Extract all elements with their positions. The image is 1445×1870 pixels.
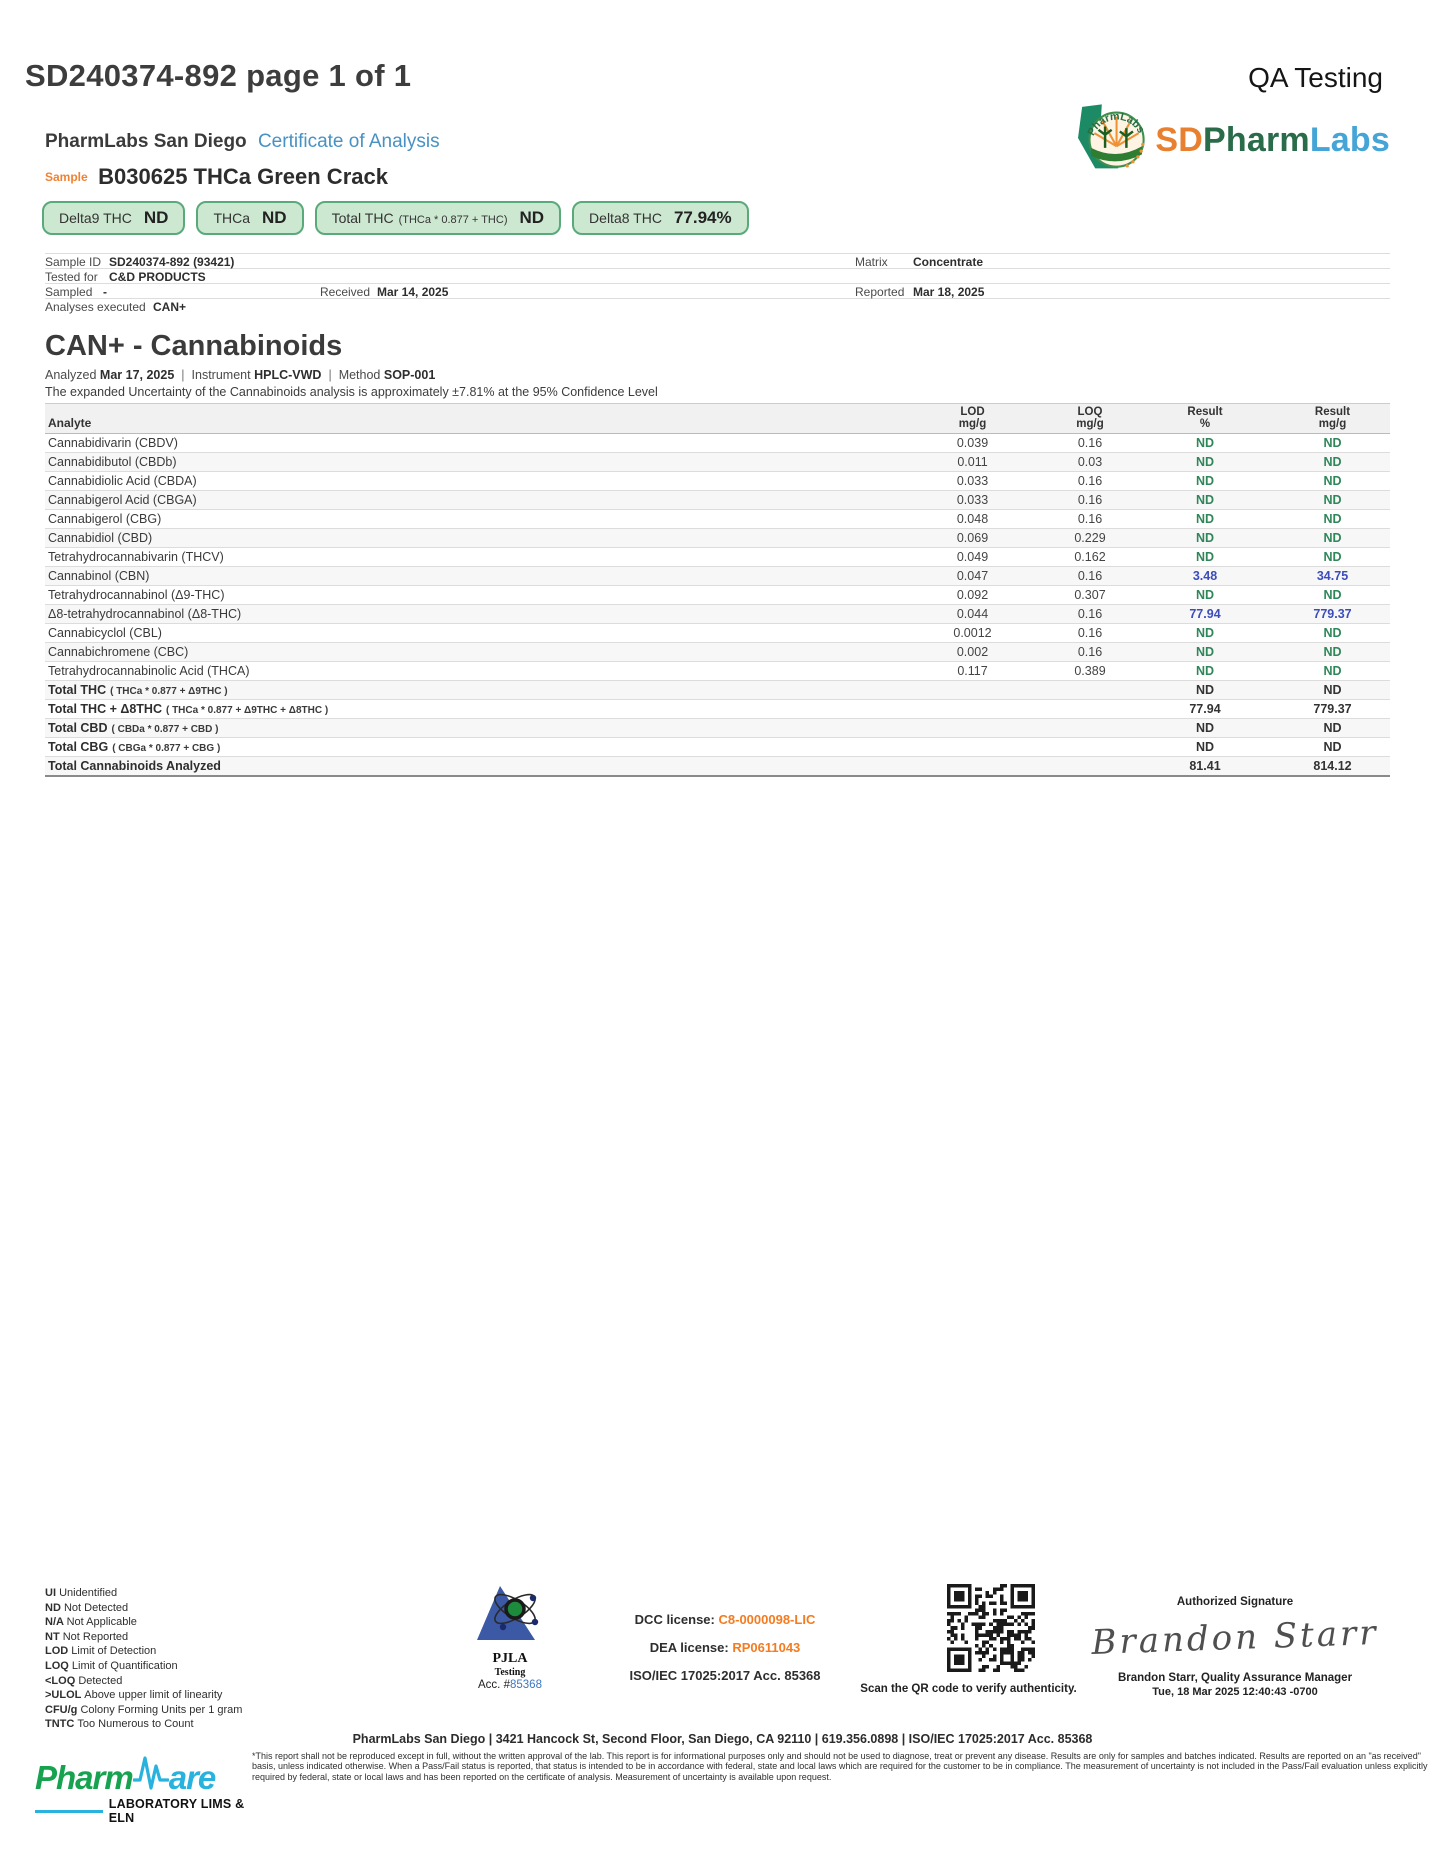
analyte-name: Tetrahydrocannabivarin (THCV) [45, 548, 900, 567]
total-name: Total CBD [48, 721, 108, 735]
lod-value: 0.092 [900, 586, 1045, 605]
result-pct: ND [1135, 738, 1275, 757]
legend-item [45, 1586, 242, 1601]
analyte-name: Cannabidiolic Acid (CBDA) [45, 472, 900, 491]
lab-name: PharmLabs San Diego [45, 131, 247, 152]
qr-verification [860, 1584, 1086, 1695]
authorized-signature-block [1085, 1596, 1385, 1698]
total-formula: ( CBGa * 0.877 + CBG ) [112, 743, 221, 754]
info-row-sample-id [45, 254, 1390, 269]
tested-for-value: C&D PRODUCTS [109, 270, 206, 284]
analyte-name: Cannabidibutol (CBDb) [45, 453, 900, 472]
lod-value [900, 681, 1045, 700]
legend-item [45, 1703, 242, 1718]
badge-value: ND [143, 208, 169, 227]
total-name: Total THC + Δ8THC [48, 702, 162, 716]
total-name-cell [45, 681, 900, 700]
analyses-value: CAN+ [153, 300, 187, 314]
legend-abbr: UI [45, 1587, 60, 1599]
table-row [45, 624, 1390, 643]
total-name: Total CBG [48, 740, 109, 754]
total-formula: ( CBDa * 0.877 + CBD ) [111, 724, 219, 735]
info-row-tested-for [45, 269, 1390, 284]
result-pct: ND [1135, 434, 1275, 453]
qr-code [947, 1584, 1035, 1672]
lod-value: 0.069 [900, 529, 1045, 548]
result-pct: ND [1135, 719, 1275, 738]
results-column-header [1045, 404, 1135, 434]
signature-handwriting: Brandon Starr [1090, 1613, 1380, 1663]
total-name-cell [45, 719, 900, 738]
results-column-header [1275, 404, 1390, 434]
total-row [45, 719, 1390, 738]
result-pct: ND [1135, 472, 1275, 491]
table-row [45, 586, 1390, 605]
badge-label: Total THC [331, 210, 394, 226]
qr-caption: Scan the QR code to verify authenticity. [860, 1683, 1077, 1695]
total-formula: ( THCa * 0.877 + Δ9THC + Δ8THC ) [165, 705, 329, 716]
result-pct: ND [1135, 624, 1275, 643]
result-pct: ND [1135, 586, 1275, 605]
sample-name: B030625 THCa Green Crack [98, 164, 388, 189]
analyte-name: Cannabicyclol (CBL) [45, 624, 900, 643]
page-title: SD240374-892 page 1 of 1 [25, 58, 412, 93]
total-name-cell [45, 738, 900, 757]
table-row [45, 491, 1390, 510]
loq-value [1045, 700, 1135, 719]
reported-label: Reported [855, 285, 905, 299]
analyte-name: Cannabidivarin (CBDV) [45, 434, 900, 453]
pharmware-subtitle: LABORATORY LIMS & ELN [108, 1797, 245, 1825]
legend-item [45, 1630, 242, 1645]
result-mgg: 779.37 [1275, 700, 1390, 719]
loq-value: 0.16 [1045, 605, 1135, 624]
loq-value: 0.16 [1045, 434, 1135, 453]
column-title: LOD [960, 406, 985, 418]
legend-item [45, 1717, 242, 1732]
lod-value [900, 757, 1045, 776]
table-header-row [45, 404, 1390, 434]
method-value: SOP-001 [383, 368, 436, 382]
legend-abbr: CFU/g [45, 1703, 81, 1716]
legend-desc: Limit of Detection [71, 1645, 157, 1658]
badge-label: Delta8 THC [589, 210, 662, 226]
analyte-name: Cannabigerol Acid (CBGA) [45, 491, 900, 510]
total-name-cell [45, 700, 900, 719]
lod-value: 0.044 [900, 605, 1045, 624]
california-palms-icon [1069, 98, 1151, 183]
sampled-label: Sampled [45, 285, 93, 299]
legend-abbr: TNTC [45, 1718, 78, 1731]
analyses-label: Analyses executed [45, 300, 146, 314]
cannabinoid-results-table [45, 403, 1390, 777]
badge-label: Delta9 THC [59, 210, 132, 226]
received-value: Mar 14, 2025 [377, 285, 449, 299]
lod-value: 0.0012 [900, 624, 1045, 643]
lod-value [900, 719, 1045, 738]
result-pct: 3.48 [1135, 567, 1275, 586]
loq-value: 0.16 [1045, 567, 1135, 586]
result-mgg: ND [1275, 681, 1390, 700]
sample-label: Sample [45, 170, 88, 184]
signer-name-title: Brandon Starr, Quality Assurance Manager [1117, 1672, 1353, 1684]
sampled-value: - [103, 285, 107, 299]
column-unit: mg/g [1318, 418, 1347, 430]
dea-license: DEA license: RP0611043 [649, 1640, 801, 1655]
legend-item [45, 1615, 242, 1630]
table-row [45, 529, 1390, 548]
analyte-name: Δ8-tetrahydrocannabinol (Δ8-THC) [45, 605, 900, 624]
result-mgg: ND [1275, 586, 1390, 605]
analyte-name: Tetrahydrocannabinolic Acid (THCA) [45, 662, 900, 681]
pjla-sub: Testing [494, 1667, 526, 1678]
legend-abbr: LOQ [45, 1659, 72, 1672]
badge-value: ND [519, 208, 545, 227]
legend-desc: Detected [78, 1674, 123, 1687]
table-row [45, 548, 1390, 567]
table-row [45, 510, 1390, 529]
legend-desc: Not Detected [63, 1601, 129, 1614]
analyte-name: Cannabichromene (CBC) [45, 643, 900, 662]
signature-timestamp: Tue, 18 Mar 2025 12:40:43 -0700 [1152, 1686, 1318, 1698]
sample-line [45, 164, 388, 190]
summary-badge [196, 201, 303, 235]
pulse-w-icon [133, 1752, 169, 1797]
table-row [45, 605, 1390, 624]
brand-wordmark: SDPharmLabs [1155, 121, 1390, 159]
matrix-label: Matrix [855, 255, 888, 269]
result-mgg: ND [1275, 491, 1390, 510]
table-row [45, 643, 1390, 662]
column-title: Result [1314, 406, 1351, 418]
uncertainty-note: The expanded Uncertainty of the Cannabinoids analysis is approximately ±7.81% at the 95% Confidence Level [45, 385, 658, 399]
reported-value: Mar 18, 2025 [913, 285, 985, 299]
summary-badges [42, 201, 749, 235]
analysis-meta-line: Analyzed Mar 17, 2025 | Instrument HPLC-VWD | Method SOP-001 [45, 368, 436, 382]
result-pct: ND [1135, 453, 1275, 472]
doc-type: Certificate of Analysis [257, 131, 440, 152]
table-row [45, 434, 1390, 453]
legend-desc: Limit of Quantification [71, 1659, 178, 1672]
tested-for-label: Tested for [45, 270, 98, 284]
loq-value: 0.16 [1045, 624, 1135, 643]
total-row [45, 757, 1390, 776]
loq-value [1045, 719, 1135, 738]
qa-testing-label: QA Testing [1248, 62, 1383, 93]
badge-formula: (THCa * 0.877 + THC) [398, 214, 508, 226]
legend-abbr: >ULOL [45, 1689, 85, 1702]
sdpharmlabs-logo [1069, 98, 1390, 183]
result-mgg: ND [1275, 510, 1390, 529]
result-mgg: ND [1275, 548, 1390, 567]
dcc-license: DCC license: C8-0000098-LIC [634, 1612, 816, 1627]
legend-item [45, 1674, 242, 1689]
result-pct: ND [1135, 548, 1275, 567]
analyte-name: Cannabigerol (CBG) [45, 510, 900, 529]
loq-value: 0.16 [1045, 491, 1135, 510]
total-row [45, 700, 1390, 719]
badge-value: ND [262, 208, 287, 227]
result-pct: 77.94 [1135, 700, 1275, 719]
legend-item [45, 1659, 242, 1674]
lod-value [900, 700, 1045, 719]
analyzed-date: Mar 17, 2025 [99, 368, 175, 382]
legend-desc: Too Numerous to Count [77, 1718, 194, 1731]
loq-value: 0.03 [1045, 453, 1135, 472]
analyte-column-header: Analyte [45, 404, 900, 434]
legend-item [45, 1644, 242, 1659]
result-pct: 81.41 [1135, 757, 1275, 776]
result-mgg: 779.37 [1275, 605, 1390, 624]
legend-desc: Not Reported [62, 1630, 129, 1643]
badge-label: THCa [213, 210, 251, 226]
analyte-name: Cannabinol (CBN) [45, 567, 900, 586]
lab-address-line: PharmLabs San Diego | 3421 Hancock St, Second Floor, San Diego, CA 92110 | 619.356.0898 | ISO/IEC 17025:2017 Acc. 85368 [352, 1732, 1093, 1746]
legend-desc: Not Applicable [66, 1616, 137, 1629]
loq-value [1045, 738, 1135, 757]
column-unit: mg/g [958, 418, 987, 430]
summary-badge [572, 201, 749, 235]
total-formula: ( THCa * 0.877 + Δ9THC ) [110, 686, 228, 697]
result-mgg: ND [1275, 662, 1390, 681]
summary-badge [315, 201, 561, 235]
total-row [45, 738, 1390, 757]
legend-item [45, 1601, 242, 1616]
analyte-name: Cannabidiol (CBD) [45, 529, 900, 548]
loq-value: 0.229 [1045, 529, 1135, 548]
loq-value: 0.307 [1045, 586, 1135, 605]
column-unit: mg/g [1076, 418, 1104, 430]
pharmware-are-text: are [168, 1759, 216, 1796]
result-pct: ND [1135, 529, 1275, 548]
result-pct: ND [1135, 643, 1275, 662]
lod-value: 0.049 [900, 548, 1045, 567]
legend-abbr: <LOQ [45, 1674, 79, 1687]
total-name-cell [45, 757, 900, 776]
signature-heading: Authorized Signature [1176, 1596, 1294, 1608]
total-name: Total THC [48, 683, 107, 697]
lod-value: 0.117 [900, 662, 1045, 681]
result-pct: ND [1135, 662, 1275, 681]
legend-abbr: N/A [45, 1616, 67, 1629]
total-name: Total Cannabinoids Analyzed [48, 758, 221, 773]
lab-title-line [45, 131, 440, 153]
column-title: LOQ [1077, 406, 1103, 418]
result-mgg: ND [1275, 643, 1390, 662]
summary-badge [42, 201, 185, 235]
table-row [45, 662, 1390, 681]
legend-desc: Unidentified [59, 1587, 118, 1599]
report-disclaimer: *This report shall not be reproduced except in full, without the written approval of the lab. This report is for informational purposes only and should not be used to diagnose, treat or prevent any disease. Results are only for samples and batches indicated. Results are reported on an "as received" basis, unless indicated otherwise. When a Pass/Fail status is reported, that status is intended to be in accordance with federal, state and local laws which are required for the customer to be in compliance. The measurement of uncertainty is not included in the Pass/Fail evaluation unless explicitly required by federal, state or local laws and has been reported on the certificate of analysis. Measurement of uncertainty is available upon request. [252, 1751, 1428, 1782]
result-pct: ND [1135, 510, 1275, 529]
loq-value [1045, 681, 1135, 700]
lod-value: 0.033 [900, 472, 1045, 491]
lod-value: 0.048 [900, 510, 1045, 529]
info-row-analyses [45, 299, 1390, 314]
lod-value: 0.033 [900, 491, 1045, 510]
column-unit: % [1199, 418, 1211, 430]
analyte-name: Tetrahydrocannabinol (Δ9-THC) [45, 586, 900, 605]
sample-id-label: Sample ID [45, 255, 102, 269]
table-row [45, 472, 1390, 491]
loq-value: 0.16 [1045, 643, 1135, 662]
pharmware-logo [35, 1752, 245, 1825]
badge-value: 77.94% [673, 208, 732, 227]
lod-value: 0.047 [900, 567, 1045, 586]
result-mgg: ND [1275, 453, 1390, 472]
lod-value: 0.039 [900, 434, 1045, 453]
pjla-logo-icon [473, 1631, 547, 1648]
pjla-accreditation-number: Acc. #85368 [478, 1679, 542, 1691]
method-label: Method [338, 368, 381, 382]
matrix-value: Concentrate [913, 255, 984, 269]
column-title: Result [1187, 406, 1223, 418]
received-label: Received [320, 285, 371, 299]
analyzed-label: Analyzed [45, 368, 97, 382]
legend-abbr: ND [45, 1601, 64, 1614]
instrument-value: HPLC-VWD [254, 368, 322, 382]
result-mgg: 34.75 [1275, 567, 1390, 586]
results-column-header [1135, 404, 1275, 434]
iso-accreditation: ISO/IEC 17025:2017 Acc. 85368 [629, 1668, 821, 1683]
legend-abbr: NT [45, 1630, 63, 1643]
result-mgg: ND [1275, 624, 1390, 643]
section-title: CAN+ - Cannabinoids [45, 330, 343, 362]
result-mgg: ND [1275, 434, 1390, 453]
table-row [45, 453, 1390, 472]
loq-value: 0.389 [1045, 662, 1135, 681]
legend-item [45, 1688, 242, 1703]
total-row [45, 681, 1390, 700]
info-row-dates [45, 284, 1390, 299]
loq-value [1045, 757, 1135, 776]
lod-value: 0.011 [900, 453, 1045, 472]
result-mgg: ND [1275, 719, 1390, 738]
loq-value: 0.162 [1045, 548, 1135, 567]
sample-info-table [45, 253, 1390, 314]
lod-value: 0.002 [900, 643, 1045, 662]
pjla-accreditation [445, 1584, 575, 1691]
result-mgg: 814.12 [1275, 757, 1390, 776]
legend-desc: Above upper limit of linearity [84, 1689, 223, 1702]
results-column-header [900, 404, 1045, 434]
pjla-name: PJLA [492, 1651, 528, 1666]
loq-value: 0.16 [1045, 472, 1135, 491]
result-pct: ND [1135, 491, 1275, 510]
result-mgg: ND [1275, 529, 1390, 548]
pharmware-underline [35, 1810, 103, 1813]
lod-value [900, 738, 1045, 757]
sample-id-value: SD240374-892 (93421) [109, 255, 235, 269]
legend-abbr: LOD [45, 1645, 72, 1658]
loq-value: 0.16 [1045, 510, 1135, 529]
pharmware-pharm-text: Pharm [35, 1759, 133, 1796]
result-mgg: ND [1275, 472, 1390, 491]
instrument-label: Instrument [191, 368, 251, 382]
result-pct: ND [1135, 681, 1275, 700]
legend-desc: Colony Forming Units per 1 gram [80, 1703, 243, 1716]
result-mgg: ND [1275, 738, 1390, 757]
license-block [610, 1612, 840, 1696]
table-row [45, 567, 1390, 586]
result-pct: 77.94 [1135, 605, 1275, 624]
svg-text:PharmLabs: PharmLabs [1085, 110, 1148, 138]
abbreviation-legend [45, 1586, 242, 1732]
